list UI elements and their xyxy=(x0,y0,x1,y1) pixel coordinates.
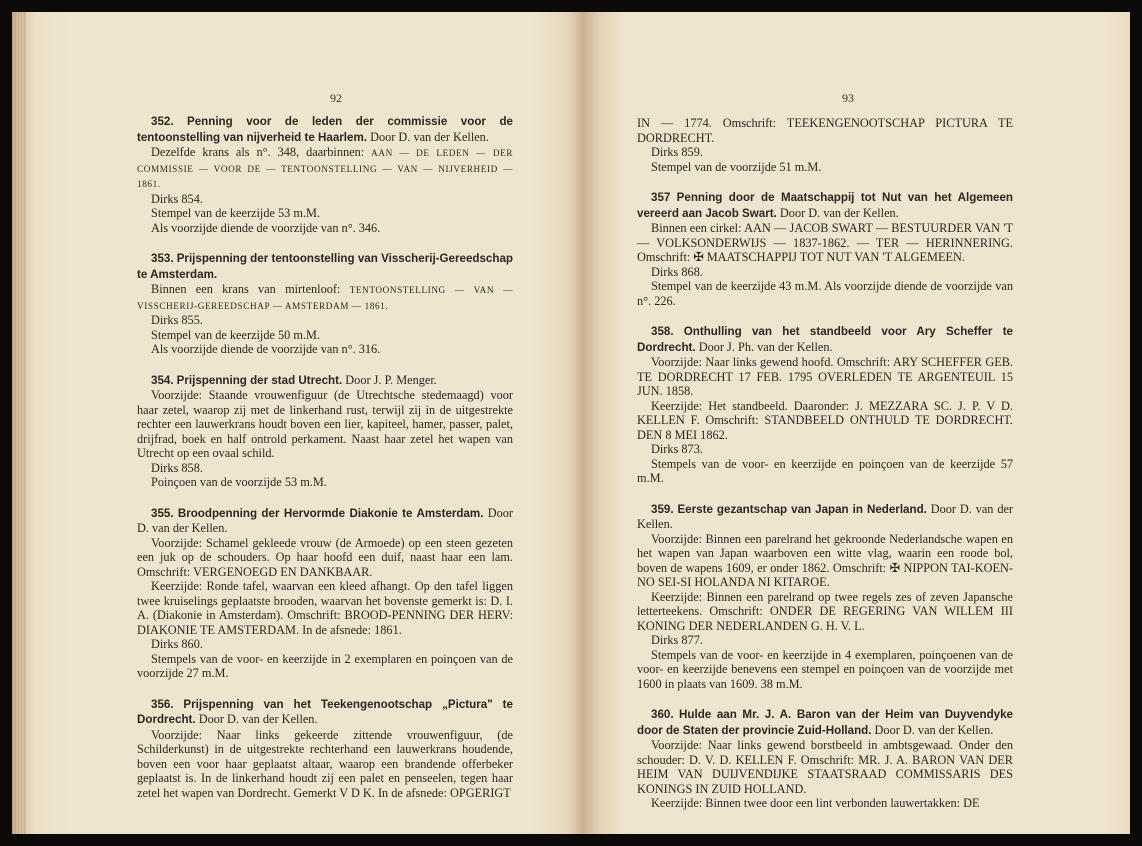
entry-maker: Door D. van der Kellen. xyxy=(637,501,1014,531)
entry-title: Penning voor de leden der commissie voor de tentoonstelling van nijverheid te Haarlem. xyxy=(137,115,513,144)
entry-360 xyxy=(637,707,1013,811)
right-column xyxy=(637,116,1013,827)
open-book xyxy=(12,12,1130,834)
entry-text: Voorzijde: Binnen een parelrand het gekroonde Nederlandsche wapen en het wapen van Japan waarboven een witte vlag, waarin een roode bol, boven de wapens 1609, er onder 1862. Omschrift: ✠ NIPPON TAI-KOEN-NO SEI-SI HOLANDA NI KITAROE. xyxy=(637,531,1013,589)
entry-text: Keerzijde: Het standbeeld. Daaronder: J. MEZZARA SC. J. P. V D. KELLEN F. Omschrift: STANDBEELD ONTHULD TE DORDRECHT. DEN 8 MEI 1862. xyxy=(637,398,1013,442)
entry-text: Voorzijde: Staande vrouwenfiguur (de Utrechtsche stedemaagd) voor haar zetel, waarop zij met de linkerhand rust, terwijl zij in de uitgestrekte rechter een lauwerkrans houdt boven een lier, kapiteel, hamer, passer, palet, drijfrad, boek en half ontrold perkament. Naast haar zetel het wapen van Utrecht op een ovaal schild. xyxy=(137,388,513,460)
left-column xyxy=(137,114,513,816)
entry-text: Dirks 860. xyxy=(151,637,203,651)
entry-maker: Door J. P. Menger. xyxy=(345,372,437,387)
entry-359 xyxy=(637,502,1013,692)
entry-text: Keerzijde: Ronde tafel, waarvan een kleed afhangt. Op den tafel liggen twee kruiselings geplaatste brooden, waarvan het bovenste gemerkt is: D. I. A. (Diakonie in Amsterdam). Omschrift: BROOD-PENNING DER HERV: DIAKONIE TE AMSTERDAM. In de afsnede: 1861. xyxy=(137,579,513,637)
entry-text: Dezelfde krans als n°. 348, daarbinnen: xyxy=(151,145,365,159)
entry-text: Stempel van de keerzijde 43 m.M. Als voorzijde diende de voorzijde van n°. 226. xyxy=(637,279,1013,308)
entry-358 xyxy=(637,324,1013,486)
entry-maker: Door J. Ph. van der Kellen. xyxy=(698,339,833,354)
page-number-right: 93 xyxy=(842,91,854,105)
entry-title: Prijspenning der stad Utrecht. xyxy=(176,373,343,387)
entry-text: Dirks 873. xyxy=(651,442,703,456)
entry-title: Onthulling van het standbeeld voor Ary Scheffer te Dordrecht. xyxy=(637,325,1014,354)
entry-text: Binnen een krans van mirtenloof: xyxy=(151,282,341,296)
entry-title: Broodpenning der Hervormde Diakonie te Amsterdam. xyxy=(177,506,484,520)
entry-number: 353. xyxy=(151,252,174,265)
entry-number: 358. xyxy=(651,325,674,338)
page-number-left: 92 xyxy=(330,91,342,105)
entry-355 xyxy=(137,506,513,681)
entry-text: Keerzijde: Binnen een parelrand op twee regels zes of zeven Japansche letterteekens. Omschrift: ONDER DE REGERING VAN WILLEM III KONING DER NEDERLANDEN G. H. V. L. xyxy=(637,589,1013,633)
entry-text: Voorzijde: Schamel gekleede vrouw (de Armoede) op een steen gezeten een juk op de schouders. Op haar hoofd een duif, naast haar een lam. Omschrift: VERGENOEGD EN DANKBAAR. xyxy=(137,535,513,579)
entry-text: Voorzijde: Naar links gewend borstbeeld in ambtsgewaad. Onder den schouder: D. V. D. KELLEN F. Omschrift: MR. J. A. BARON VAN DER HEIM VAN DUIJVENDIJKE STAATSRAAD COMMISSARIS DES KONINGS IN ZUID HOLLAND. xyxy=(637,738,1013,796)
entry-text: IN — 1774. Omschrift: TEEKENGENOOTSCHAP PICTURA TE DORDRECHT. xyxy=(637,116,1013,145)
entry-number: 354. xyxy=(151,373,174,387)
entry-title: Prijspenning der tentoonstelling van Visscherij-Gereedschap te Amsterdam. xyxy=(137,252,513,281)
entry-text: Poinçoen van de voorzijde 53 m.M. xyxy=(151,475,327,489)
entry-text: Dirks 868. xyxy=(651,264,703,279)
entry-text: Keerzijde: Binnen twee door een lint verbonden lauwertakken: DE xyxy=(651,796,980,810)
entry-text: Dirks 859. xyxy=(651,145,703,159)
entry-maker: Door D. van der Kellen. xyxy=(874,722,994,737)
entry-352 xyxy=(137,114,513,235)
entry-text: Voorzijde: Naar links gekeerde zittende vrouwenfiguur, (de Schilderkunst) in de uitgestrekte rechterhand een lauwerkrans houdende, boven een voor haar geplaatst altaar, waarop een brandende offerbeker geplaatst is. In de linkerhand houdt zij een palet en penseelen, tegen haar zetel het wapen van Dordrecht. Gemerkt V D K. In de afsnede: OPGERIGT xyxy=(137,727,513,800)
entry-text: Dirks 877. xyxy=(651,633,703,647)
entry-text: Dirks 858. xyxy=(151,460,203,475)
entry-356-continued xyxy=(637,116,1013,174)
entry-maker: Door D. van der Kellen. xyxy=(370,129,489,144)
right-page xyxy=(582,12,1130,834)
entry-maker: Door D. van der Kellen. xyxy=(198,712,318,726)
entry-number: 356. xyxy=(151,697,174,711)
entry-number: 357 xyxy=(651,191,671,204)
entry-maker: Door D. van der Kellen. xyxy=(779,205,899,220)
entry-title: Hulde aan Mr. J. A. Baron van der Heim van Duyvendyke door de Staten der provincie Zuid-Holland. xyxy=(637,708,1013,737)
entry-text: Dirks 854. xyxy=(151,191,203,206)
entry-text: Als voorzijde diende de voorzijde van n°. 346. xyxy=(151,220,381,235)
entry-number: 352. xyxy=(151,115,174,128)
entry-title: Eerste gezantschap van Japan in Nederland. xyxy=(677,502,927,516)
entry-title: Penning door de Maatschappij tot Nut van het Algemeen vereerd aan Jacob Swart. xyxy=(637,191,1014,220)
entry-inscription: AAN — DE LEDEN — DER COMMISSIE — VOOR DE — TENTOONSTELLING — VAN — NIJVERHEID — 1861. xyxy=(137,148,513,189)
entry-inscription: TENTOONSTELLING — VAN — VISSCHERIJ-GEREEDSCHAP — AMSTERDAM — 1861. xyxy=(137,285,514,311)
entry-354 xyxy=(137,373,513,490)
entry-text: Stempels van de voor- en keerzijde in 2 exemplaren en poinçoen van de voorzijde 27 m.M. xyxy=(137,651,513,680)
entry-353 xyxy=(137,251,513,357)
entry-text: Voorzijde: Naar links gewend hoofd. Omschrift: ARY SCHEFFER GEB. TE DORDRECHT 17 FEB. 1795 OVERLEDEN TE ARGENTEUIL 15 JUN. 1858. xyxy=(637,355,1013,398)
entry-text: Stempels van de voor- en keerzijde en poinçoen van de keerzijde 57 m.M. xyxy=(637,456,1013,485)
entry-text: Dirks 855. xyxy=(151,313,203,327)
entry-text: Stempel van de keerzijde 53 m.M. xyxy=(151,206,321,220)
left-page xyxy=(12,12,582,834)
entry-text: Stempel van de voorzijde 51 m.M. xyxy=(651,159,822,174)
entry-text: Stempel van de keerzijde 50 m.M. xyxy=(151,327,321,342)
entry-357 xyxy=(637,190,1013,308)
entry-356 xyxy=(137,697,513,801)
entry-title: Prijspenning van het Teekengenootschap „Pictura" te Dordrecht. xyxy=(137,697,513,726)
entry-number: 359. xyxy=(651,502,674,516)
entry-number: 360. xyxy=(651,708,674,721)
entry-text: Binnen een cirkel: AAN — JACOB SWART — BESTUURDER VAN 'T — VOLKSONDERWIJS — 1837-1862. — TER — HERINNERING. Omschrift: ✠ MAATSCHAPPIJ TOT NUT VAN 'T ALGEMEEN. xyxy=(637,221,1013,264)
entry-text: Stempels van de voor- en keerzijde in 4 exemplaren, poinçoenen van de voor- en keerzijde benevens een stempel en poinçoen van de voorzijde met 1600 in plaats van 1609. 38 m.M. xyxy=(637,647,1013,691)
entry-number: 355. xyxy=(151,506,174,520)
entry-maker: Door D. van der Kellen. xyxy=(137,505,513,535)
entry-text: Als voorzijde diende de voorzijde van n°. 316. xyxy=(151,342,381,356)
